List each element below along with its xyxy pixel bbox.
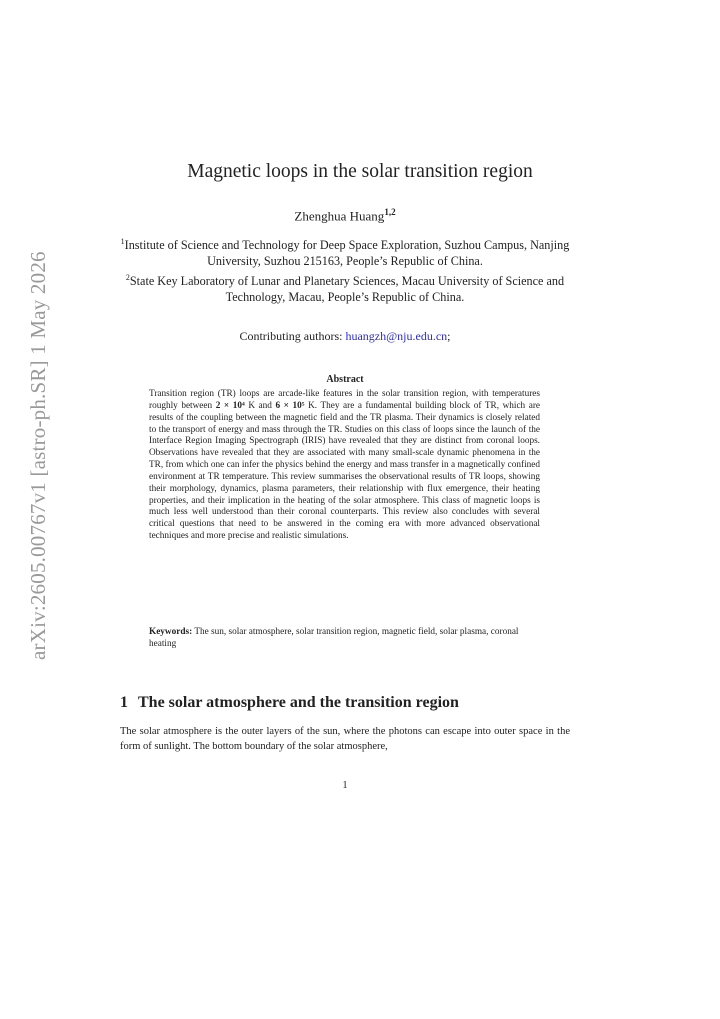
contributing-label: Contributing authors: xyxy=(239,329,343,343)
affiliation-1-mark: 1 xyxy=(120,237,125,246)
keywords-label: Keywords: xyxy=(149,627,193,637)
author-line xyxy=(0,207,690,224)
abstract-part-1: Transition region (TR) loops are arcade-like features in the solar transition region, with temperatures roughly between xyxy=(149,389,540,411)
abstract-part-2: K and xyxy=(248,400,272,411)
keywords-text: The sun, solar atmosphere, solar transition region, magnetic field, solar plasma, coronal heating xyxy=(149,627,519,649)
abstract-temp-low: 2 × 10⁴ xyxy=(215,400,245,411)
abstract-heading: Abstract xyxy=(326,374,364,385)
abstract-part-3: K. They are a fundamental building block of TR, which are results of the coupling between the magnetic field and the TR plasma. Their dynamics is closely related to the transport of energy and mass through the TR. Studies on this class of loops since the launch of the Interface Region Imaging Spectrograph (IRIS) have revealed that they are distinct from coronal loops. Observations have revealed that they are associated with many small-scale dynamic phenomena in the TR, from which one can infer the physics behind the energy and mass transfer in a magnetically confined environment at TR temperature. This review summarises the observational results of TR loops, showing their morphology, dynamics, plasma parameters, their relationship with flux emergence, their heating properties, and their implication in the heating of the solar atmosphere. This class of magnetic loops is much less well understood than their coronal counterparts. This review also concludes with several critical questions that need to be answered in the coming era with more advanced observational techniques and more precise and realistic simulations. xyxy=(149,400,541,542)
page-number: 1 xyxy=(342,780,348,791)
contributing-suffix: ; xyxy=(447,329,451,343)
affiliation-1-text: Institute of Science and Technology for Deep Space Exploration, Suzhou Campus, Nanjing University, Suzhou 215163, People’s Republic of China. xyxy=(124,238,570,269)
body-paragraph: The solar atmosphere is the outer layers of the sun, where the photons can escape into outer space in the form of sunlight. The bottom boundary of the solar atmosphere, xyxy=(120,726,570,752)
section-number: 1 xyxy=(120,694,128,711)
arxiv-identifier: arXiv:2605.00767v1 [astro-ph.SR] 1 May 2026 xyxy=(26,251,50,660)
author-name: Zhenghua Huang xyxy=(294,208,385,224)
section-heading xyxy=(120,694,459,712)
contributing-authors xyxy=(0,329,690,344)
affiliation-2-text: State Key Laboratory of Lunar and Planetary Sciences, Macau University of Science and Technology, Macau, People’s Republic of China. xyxy=(129,273,565,305)
keywords xyxy=(149,627,540,651)
affiliation-2-mark: 2 xyxy=(125,272,130,282)
contact-email-link[interactable]: huangzh@nju.edu.cn xyxy=(345,329,448,343)
affiliations xyxy=(120,234,570,306)
section-title: The solar atmosphere and the transition region xyxy=(138,694,459,711)
affiliation-2 xyxy=(120,270,570,306)
abstract-text xyxy=(149,389,540,543)
author-affiliation-marks: 1,2 xyxy=(384,207,396,217)
paper-title: Magnetic loops in the solar transition region xyxy=(187,161,533,182)
affiliation-1 xyxy=(120,234,570,270)
abstract-temp-high: 6 × 10⁵ xyxy=(275,400,305,411)
